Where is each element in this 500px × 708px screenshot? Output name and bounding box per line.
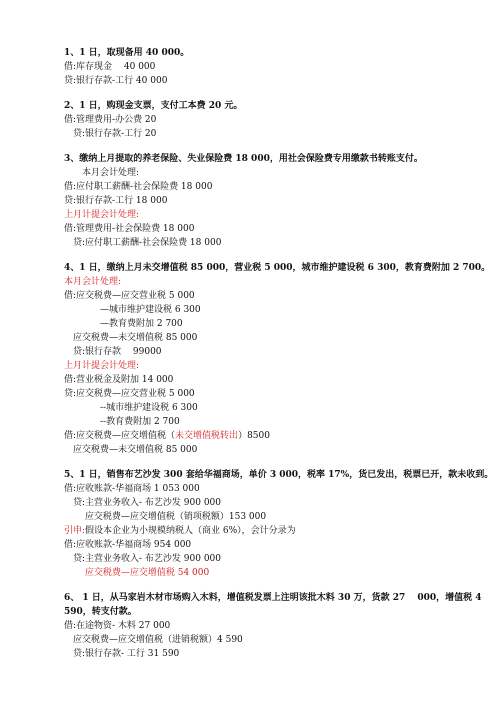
entry-line: 借:管理费用-社会保险费 18 000	[64, 224, 195, 234]
last-month-note: 上月计提会计处理:	[64, 361, 140, 371]
section-6-heading-2: 590，转支付款。	[64, 607, 137, 617]
entry-line: --教育费附加 2 700	[64, 417, 180, 427]
vat-red-text: 应交税费—应交增值税 54 000	[84, 568, 210, 578]
section-2-heading: 2、1 日，购现金支票，支付工本费 20 元。	[64, 101, 243, 111]
entry-line: 借:在途物资- 木料 27 000	[64, 621, 171, 631]
this-month-note: 本月会计处理:	[64, 277, 122, 287]
entry-text: ）8500	[238, 431, 270, 441]
entry-line: 借:应交税费—应交营业税 5 000	[64, 291, 195, 301]
entry-line: 借:应付职工薪酬-社会保险费 18 000	[64, 182, 213, 192]
entry-line: 贷:主营业务收入- 布艺沙发 900 000	[64, 554, 222, 564]
entry-line: 借:应收账款-华福商场 1 053 000	[64, 484, 200, 494]
entry-line: 应交税费—未交增值税 85 000	[64, 445, 198, 455]
entry-line: 贷:银行存款-工行 40 000	[64, 76, 168, 86]
section-4-heading: 4、1 日，缴纳上月未交增值税 85 000，营业税 5 000，城市维护建设税 6 300，教育费附加 2 700。	[64, 263, 491, 273]
entry-line: 贷:主营业务收入- 布艺沙发 900 000	[64, 498, 222, 508]
entry-line: 贷:银行存款-工行 18 000	[64, 196, 168, 206]
entry-line: 本月会计处理:	[64, 168, 140, 178]
entry-line: —城市维护建设税 6 300	[64, 305, 201, 315]
entry-line: 贷:银行存款- 工行 31 590	[64, 649, 180, 659]
section-5-heading: 5、1 日，销售布艺沙发 300 套给华福商场，单价 3 000，税率 17%，货已发出，税票已开，款未收到。	[64, 470, 494, 480]
entry-line: 贷:银行存款 99000	[64, 347, 162, 357]
entry-line: 贷:应付职工薪酬-社会保险费 18 000	[64, 238, 222, 248]
entry-line: 借:应收账款-华福商场 954 000	[64, 540, 192, 550]
section-6-heading-1: 6、 1 日，从马家岩木材市场购入木料，增值税发票上注明该批木料 30 万，货款 27 000，增值税 4	[64, 593, 482, 603]
entry-text: 借:应交税费—应交增值税（	[64, 431, 176, 441]
entry-line: 应交税费—应交增值税（销项税额）153 000	[64, 512, 267, 522]
entry-line: 应交税费—应交增值税（进销税额）4 590	[64, 635, 243, 645]
extension-text: 假设本企业为小规模纳税人（商业 6%），会计分录为	[85, 526, 296, 536]
entry-indent	[64, 568, 85, 578]
vat-out-red-text: 未交增值税转出	[175, 431, 239, 441]
entry-line: 贷:应交税费—应交营业税 5 000	[64, 389, 195, 399]
entry-line-red-tail	[64, 567, 209, 579]
extension-label: 引申:	[64, 526, 86, 536]
entry-line: 应交税费—未交增值税 85 000	[64, 333, 198, 343]
entry-line: 借:营业税金及附加 14 000	[64, 375, 174, 385]
last-month-note: 上月计提会计处理:	[64, 210, 140, 220]
entry-line: —教育费附加 2 700	[64, 319, 183, 329]
extension-note-line	[64, 525, 296, 537]
section-1-heading: 1、1 日，取现备用 40 000。	[64, 48, 190, 58]
entry-line: 借:库存现金 40 000	[64, 62, 156, 72]
section-3-heading: 3、缴纳上月提取的养老保险、失业保险费 18 000，用社会保险费专用缴款书转账支付。	[64, 154, 423, 164]
entry-line: 贷:银行存款-工行 20	[64, 129, 157, 139]
entry-line: 借:管理费用-办公费 20	[64, 115, 157, 125]
entry-line: --城市维护建设税 6 300	[64, 403, 198, 413]
entry-line-vat-out	[64, 430, 270, 442]
